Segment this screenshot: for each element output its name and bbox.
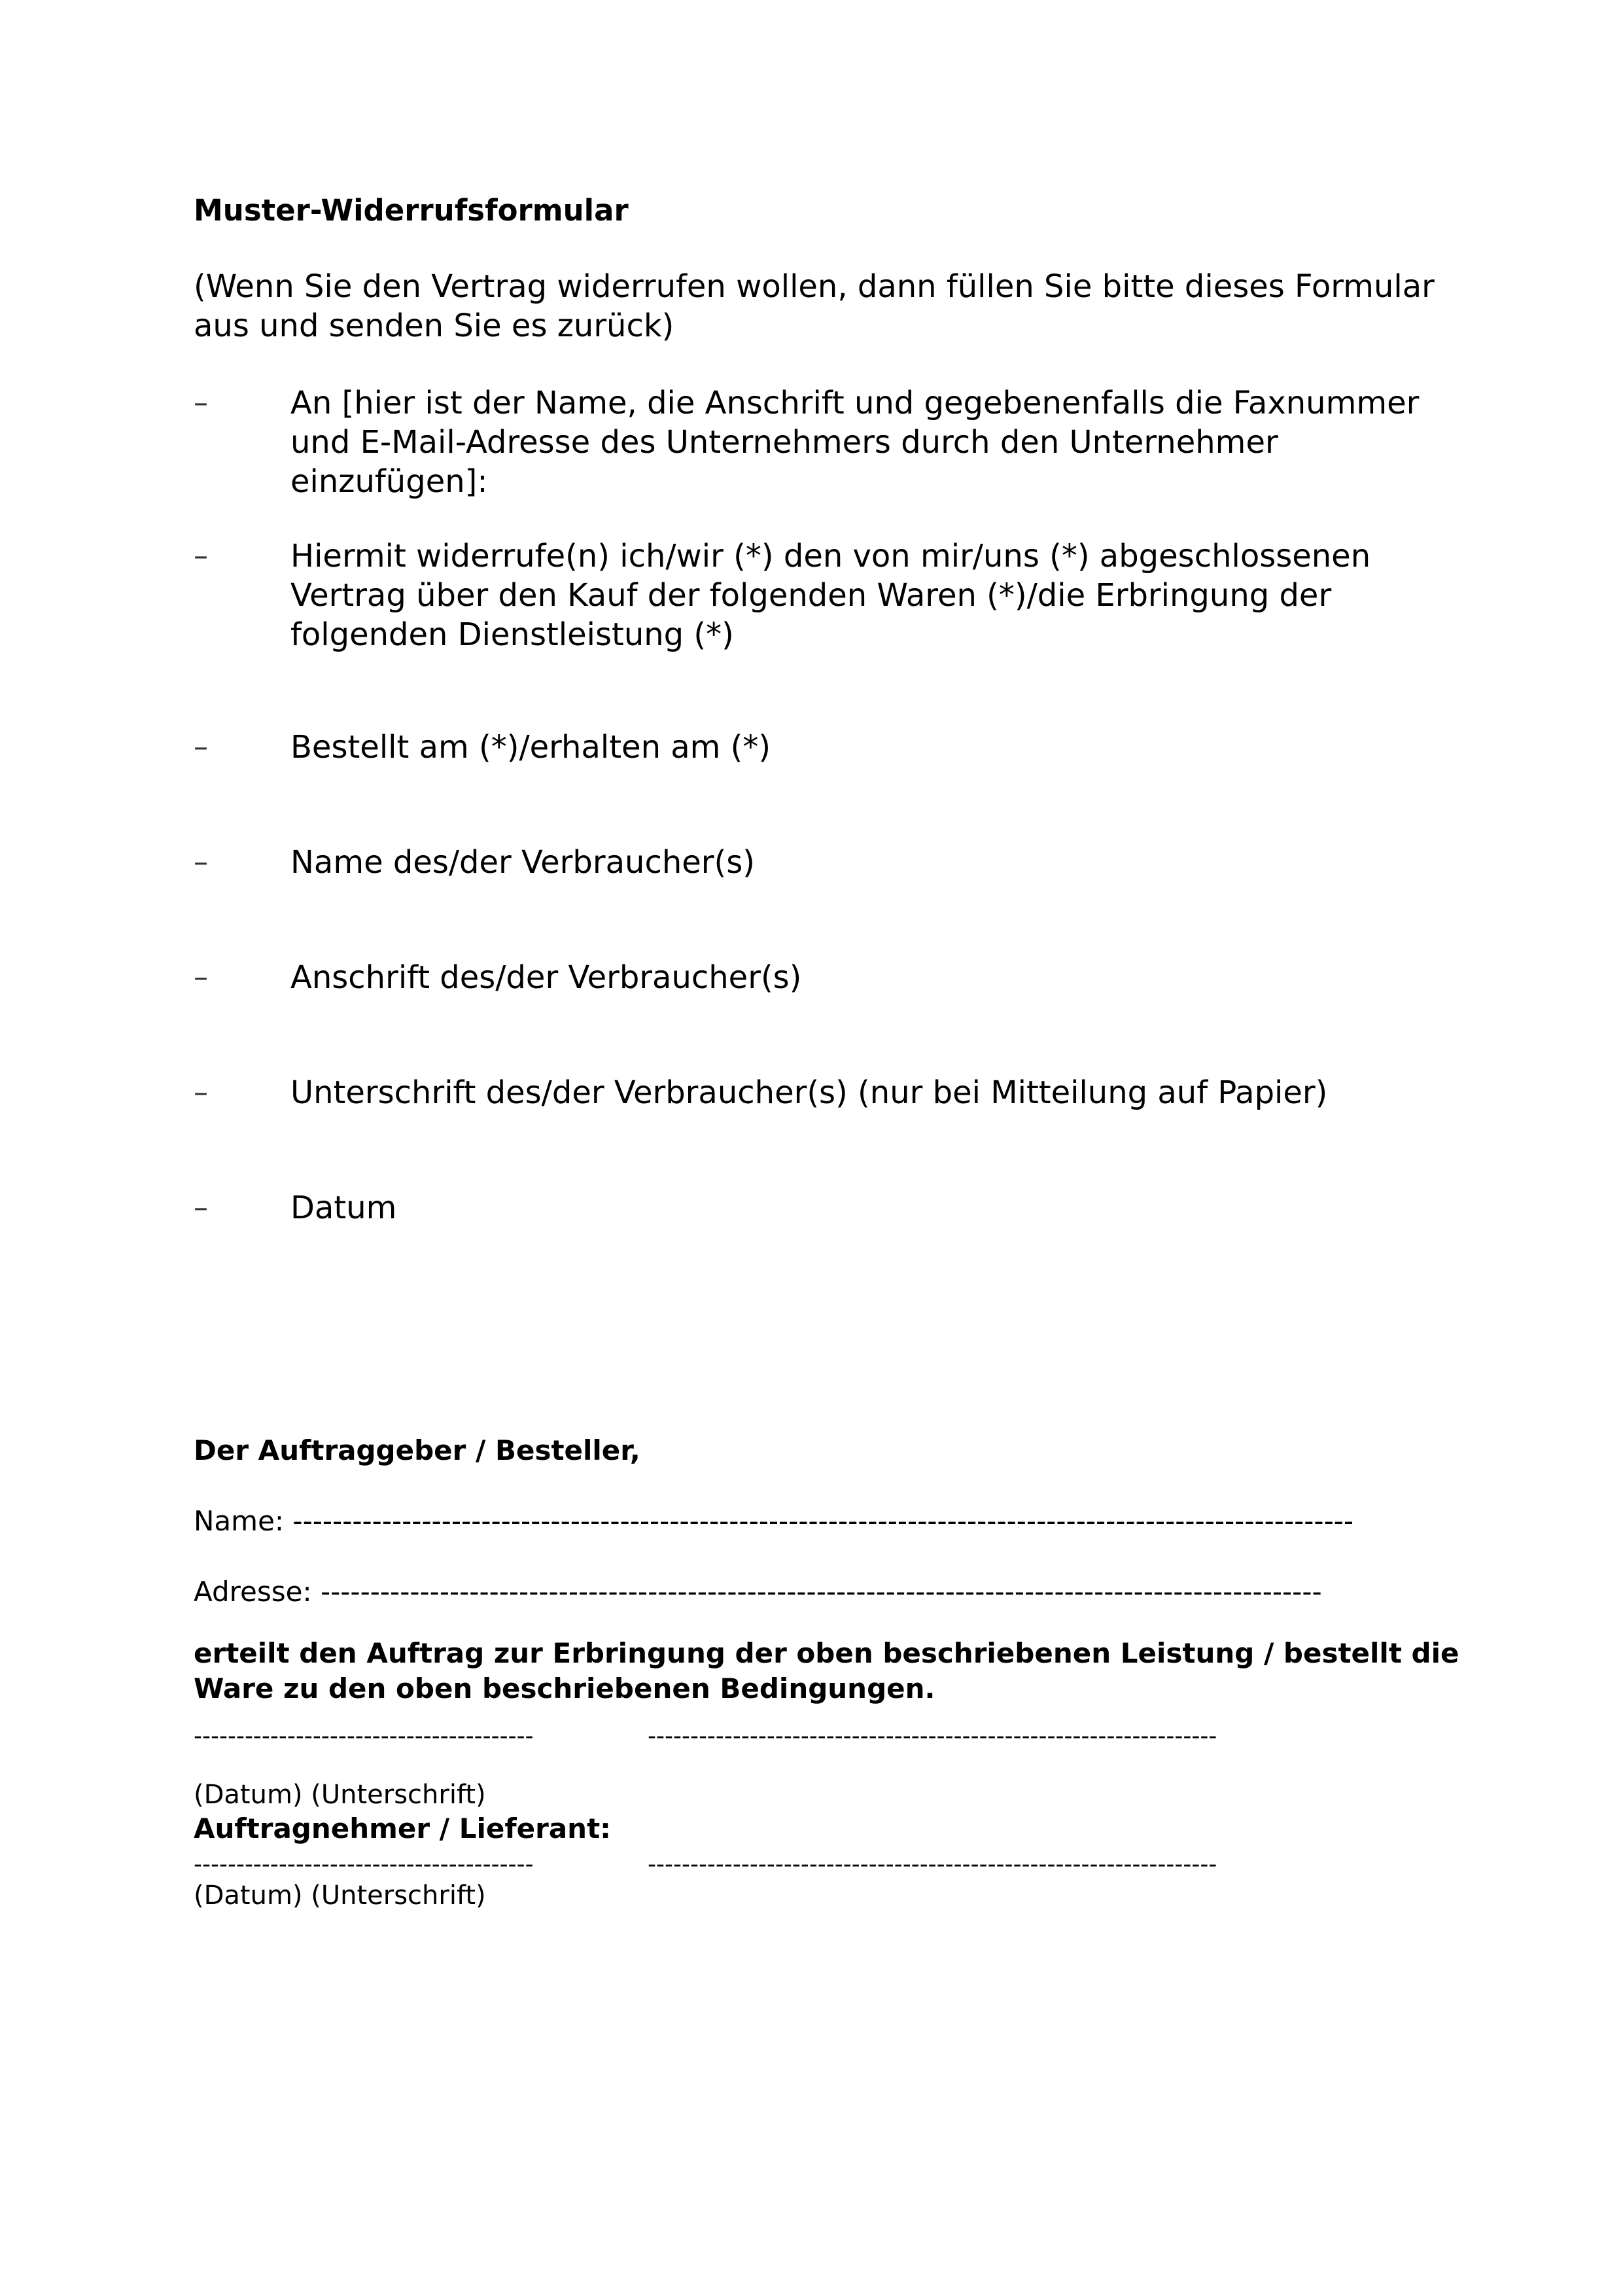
address-label: Adresse: <box>194 1576 312 1608</box>
item-recipient: An [hier ist der Name, die Anschrift und gegebenenfalls die Faxnummer und E-Mail-Adresse des Unternehmers durch den Unternehmer einzufügen]: <box>290 385 1420 500</box>
item-consumer-signature: Unterschrift des/der Verbraucher(s) (nur bei Mitteilung auf Papier) <box>290 1074 1328 1111</box>
client-label: Der Auftraggeber / Besteller, <box>194 1434 640 1466</box>
item-order-dates: Bestellt am (*)/erhalten am (*) <box>290 729 771 766</box>
intro-text: (Wenn Sie den Vertrag widerrufen wollen, dann füllen Sie bitte dieses Formular aus und senden Sie es zurück) <box>194 268 1435 344</box>
name-fill-line: ----------------------------------------------------------------------------------------------------------- <box>292 1505 1354 1537</box>
address-fill-line: ----------------------------------------------------------------------------------------------------- <box>320 1576 1322 1608</box>
name-field[interactable] <box>194 1504 1353 1539</box>
bullet-dash: – <box>194 730 208 764</box>
bullet-dash: – <box>194 1076 208 1109</box>
signature-line[interactable]: ------------------------------------------------------------------- <box>648 1723 1217 1750</box>
order-statement: erteilt den Auftrag zur Erbringung der oben beschriebenen Leistung / bestellt die Ware zu den oben beschriebenen Bedingungen. <box>194 1637 1459 1704</box>
item-date: Datum <box>290 1190 397 1226</box>
date-line[interactable]: ---------------------------------------- <box>194 1723 534 1750</box>
bullet-dash: – <box>194 539 208 573</box>
name-label: Name: <box>194 1505 285 1537</box>
bullet-dash: – <box>194 1191 208 1224</box>
contractor-label: Auftragnehmer / Lieferant: <box>194 1812 611 1845</box>
item-consumer-name: Name des/der Verbraucher(s) <box>290 844 755 881</box>
date-signature-caption-contractor: (Datum) (Unterschrift) <box>194 1881 486 1911</box>
bullet-dash: – <box>194 386 208 419</box>
signature-line-contractor[interactable]: ------------------------------------------------------------------- <box>648 1851 1217 1878</box>
item-revocation-statement: Hiermit widerrufe(n) ich/wir (*) den von mir/uns (*) abgeschlossenen Vertrag über den Kauf der folgenden Waren (*)/die Erbringung der folgenden Dienstleistung (*) <box>290 538 1371 653</box>
date-line-contractor[interactable]: ---------------------------------------- <box>194 1851 534 1878</box>
bullet-dash: – <box>194 961 208 994</box>
item-consumer-address: Anschrift des/der Verbraucher(s) <box>290 959 802 996</box>
document-title: Muster-Widerrufsformular <box>194 193 629 228</box>
date-signature-caption: (Datum) (Unterschrift) <box>194 1780 486 1810</box>
bullet-dash: – <box>194 845 208 879</box>
address-field[interactable] <box>194 1574 1322 1610</box>
